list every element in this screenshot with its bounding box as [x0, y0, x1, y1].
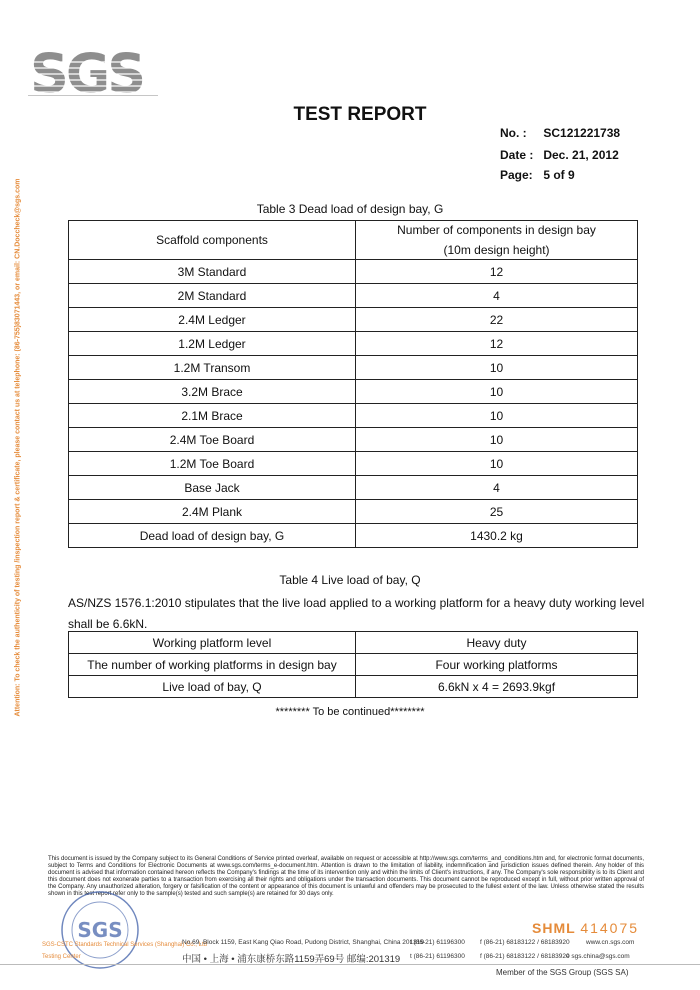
table3-caption: Table 3 Dead load of design bay, G	[256, 202, 444, 216]
table-cell: 10	[356, 428, 638, 452]
table-cell: 6.6kN x 4 = 2693.9kgf	[356, 676, 638, 698]
report-date-row	[500, 148, 619, 162]
address-chinese: 中国 • 上海 • 浦东康桥东路1159弄69号 邮编:201319	[182, 954, 401, 965]
table-cell: Heavy duty	[356, 632, 638, 654]
table-row	[69, 404, 638, 428]
table4-caption: Table 4 Live load of bay, Q	[279, 573, 421, 587]
table-total-row	[69, 524, 638, 548]
table-row	[69, 654, 638, 676]
footer-divider	[0, 964, 700, 965]
website: www.cn.sgs.com	[586, 939, 635, 946]
logo-lines-icon	[28, 56, 168, 96]
address-english: No.69, Block 1159, East Kang Qiao Road, Pudong District, Shanghai, China 201319	[182, 939, 424, 946]
table-cell: 2.4M Plank	[69, 500, 356, 524]
table-row	[69, 476, 638, 500]
report-number-row	[500, 126, 620, 140]
report-page-value: 5 of 9	[543, 168, 575, 182]
table-cell: 1430.2 kg	[356, 524, 638, 548]
shml-serial	[532, 920, 639, 936]
table-cell: 4	[356, 284, 638, 308]
table-cell: 10	[356, 380, 638, 404]
table-cell: 10	[356, 356, 638, 380]
live-load-intro: AS/NZS 1576.1:2010 stipulates that the live load applied to a working platform for a heavy duty working level shall be 6.6kN.	[68, 596, 645, 631]
stamp-caption-center: Testing Center	[42, 954, 81, 960]
telephone: t (86-21) 61196300	[410, 939, 465, 946]
dead-load-table	[68, 220, 638, 548]
table-cell: 4	[356, 476, 638, 500]
table-row	[69, 284, 638, 308]
table-cell: 1.2M Toe Board	[69, 452, 356, 476]
table-cell: 2.4M Ledger	[69, 308, 356, 332]
table-cell: Dead load of design bay, G	[69, 524, 356, 548]
svg-text:SGS: SGS	[77, 918, 123, 942]
table-cell: Live load of bay, Q	[69, 676, 356, 698]
footer-disclaimer: This document is issued by the Company subject to its General Conditions of Service printed overleaf, available on request or accessible at http://www.sgs.com/terms_and_conditions.htm and, for electronic format documents, subject to Terms and Conditions for Electronic Documents at www.sgs.com/terms_e-document.htm. Attention is drawn to the limitation of liability, indemnification and jurisdiction issues defined therein. Any holder of this document is advised that information contained hereon reflects the Company's findings at the time of its intervention only and within the limits of Client's instructions, if any. The Company's sole responsibility is to its Client and this document does not exonerate parties to a transaction from exercising all their rights and obligations under the transaction documents. This document cannot be reproduced except in full, without prior written approval of the Company. Any unauthorized alteration, forgery or falsification of the content or appearance of this document is unlawful and offenders may be prosecuted to the fullest extent of the law. Unless otherwise stated the results shown in this test report refer only to the sample(s) tested and such sample(s) are retained for 30 days only.	[48, 856, 644, 898]
stamp-caption-company: SGS-CSTC Standards Technical Services (Shanghai) Co., Ltd	[42, 942, 207, 948]
table-cell: 3.2M Brace	[69, 380, 356, 404]
table-row	[69, 676, 638, 698]
report-date-value: Dec. 21, 2012	[543, 148, 619, 162]
report-page-label: Page:	[500, 168, 533, 182]
table-cell: 10	[356, 452, 638, 476]
header-line: (10m design height)	[443, 243, 550, 257]
report-page-row	[500, 168, 575, 182]
table-cell: 25	[356, 500, 638, 524]
table-header-cell: Scaffold components	[69, 221, 356, 260]
table-row	[69, 260, 638, 284]
table-cell: 3M Standard	[69, 260, 356, 284]
table-cell: Four working platforms	[356, 654, 638, 676]
table-header-cell	[356, 221, 638, 260]
sgs-logo-text: SGS	[30, 42, 144, 105]
table-row	[69, 380, 638, 404]
table-row	[69, 428, 638, 452]
report-title: TEST REPORT	[293, 104, 427, 125]
table-cell: Working platform level	[69, 632, 356, 654]
report-number-value: SC121221738	[543, 126, 621, 140]
table-cell: The number of working platforms in design bay	[69, 654, 356, 676]
sgs-group-member: Member of the SGS Group (SGS SA)	[496, 968, 629, 977]
table-cell: 12	[356, 332, 638, 356]
table-cell: 12	[356, 260, 638, 284]
table-row	[69, 632, 638, 654]
report-number-label: No. :	[500, 126, 527, 140]
table-row	[69, 332, 638, 356]
to-be-continued-note: ******** To be continued********	[275, 706, 425, 718]
table-row	[69, 500, 638, 524]
report-date-label: Date :	[500, 148, 534, 162]
shml-number: 414075	[580, 920, 640, 936]
table-cell: 2.1M Brace	[69, 404, 356, 428]
fax-cn: f (86-21) 68183122 / 68183920	[480, 953, 570, 960]
authenticity-side-note: Attention: To check the authenticity of testing /inspection report & certificate, please contact us at telephone: (86-755)83071443, or email: CN.Doccheck@sgs.com	[14, 178, 22, 717]
live-load-table	[68, 631, 638, 698]
shml-prefix: SHML	[532, 920, 576, 936]
fax: f (86-21) 68183122 / 68183920	[480, 939, 570, 946]
header-line: Number of components in design bay	[397, 223, 596, 237]
table-header-row	[69, 221, 638, 260]
table-cell: Base Jack	[69, 476, 356, 500]
table-cell: 2M Standard	[69, 284, 356, 308]
table-cell: 10	[356, 404, 638, 428]
table-cell: 2.4M Toe Board	[69, 428, 356, 452]
table-cell: 1.2M Ledger	[69, 332, 356, 356]
table-cell: 1.2M Transom	[69, 356, 356, 380]
table-cell: 22	[356, 308, 638, 332]
table-row	[69, 356, 638, 380]
table-row	[69, 452, 638, 476]
table-row	[69, 308, 638, 332]
email: e sgs.china@sgs.com	[566, 953, 630, 960]
telephone-cn: t (86-21) 61196300	[410, 953, 465, 960]
